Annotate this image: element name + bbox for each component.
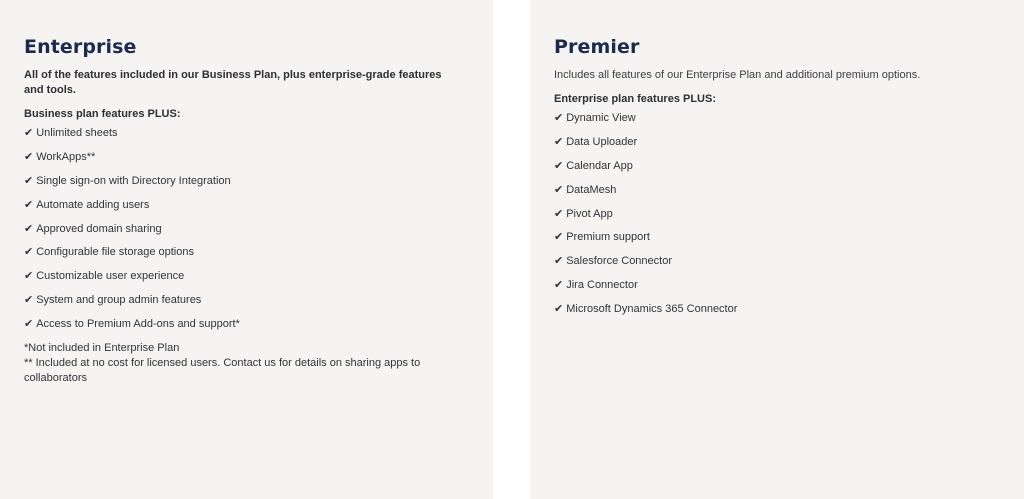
enterprise-plan-title: Enterprise [24, 36, 137, 58]
feature-item [24, 317, 469, 332]
feature-item [554, 207, 1000, 222]
check-icon: ✔ [24, 318, 34, 331]
feature-item [24, 198, 469, 213]
footnote: ** Included at no cost for licensed users. Contact us for details on sharing apps to collaborators [24, 357, 421, 385]
feature-item [554, 159, 1000, 174]
premier-feature-list [554, 111, 1000, 317]
check-icon: ✔ [554, 303, 564, 316]
check-icon: ✔ [24, 127, 34, 139]
feature-label: Single sign-on with Directory Integration [36, 174, 231, 187]
check-icon: ✔ [24, 246, 34, 259]
feature-item [554, 111, 1000, 126]
enterprise-footnotes [24, 341, 469, 386]
check-icon: ✔ [554, 255, 564, 268]
feature-item [554, 135, 1000, 150]
feature-item [24, 150, 469, 165]
feature-label: DataMesh [566, 183, 617, 196]
feature-item [554, 254, 1000, 269]
enterprise-plan-card [0, 0, 493, 499]
premier-plan-description: Includes all features of our Enterprise Plan and additional premium options. [554, 69, 921, 81]
feature-item [24, 269, 469, 284]
enterprise-feature-list [24, 126, 469, 332]
feature-label: Dynamic View [566, 112, 636, 124]
feature-label: Pivot App [566, 207, 613, 220]
feature-label: Premium support [566, 231, 650, 244]
feature-item [24, 293, 469, 308]
premier-features-heading: Enterprise plan features PLUS: [554, 93, 716, 105]
check-icon: ✔ [24, 174, 34, 187]
feature-item [554, 183, 1000, 198]
feature-label: Approved domain sharing [36, 222, 162, 235]
feature-label: Configurable file storage options [36, 246, 194, 259]
feature-item [24, 126, 469, 141]
feature-label: Salesforce Connector [566, 255, 672, 268]
check-icon: ✔ [24, 270, 34, 283]
check-icon: ✔ [554, 207, 564, 220]
check-icon: ✔ [554, 183, 564, 196]
check-icon: ✔ [554, 231, 564, 244]
feature-label: System and group admin features [36, 294, 202, 307]
feature-label: Automate adding users [36, 198, 150, 211]
check-icon: ✔ [554, 135, 564, 148]
feature-item [554, 230, 1000, 245]
feature-item [554, 302, 1000, 317]
check-icon: ✔ [554, 112, 564, 124]
feature-label: Access to Premium Add-ons and support* [36, 318, 240, 331]
enterprise-features-heading: Business plan features PLUS: [24, 108, 181, 120]
feature-label: Microsoft Dynamics 365 Connector [566, 303, 738, 316]
feature-item [24, 174, 469, 189]
feature-item [24, 222, 469, 237]
feature-item [554, 278, 1000, 293]
enterprise-plan-description: All of the features included in our Business Plan, plus enterprise-grade features and tools. [24, 69, 442, 96]
check-icon: ✔ [554, 159, 564, 172]
check-icon: ✔ [24, 198, 34, 211]
check-icon: ✔ [24, 294, 34, 307]
feature-label: Customizable user experience [36, 270, 185, 283]
feature-label: WorkApps** [36, 150, 96, 163]
feature-label: Unlimited sheets [36, 127, 118, 139]
check-icon: ✔ [554, 279, 564, 292]
feature-item [24, 245, 469, 260]
premier-plan-card [530, 0, 1024, 499]
footnote: *Not included in Enterprise Plan [24, 342, 180, 355]
premier-plan-title: Premier [554, 36, 640, 58]
check-icon: ✔ [24, 222, 34, 235]
feature-label: Jira Connector [566, 279, 638, 292]
feature-label: Data Uploader [566, 135, 638, 148]
check-icon: ✔ [24, 150, 34, 163]
feature-label: Calendar App [566, 159, 633, 172]
